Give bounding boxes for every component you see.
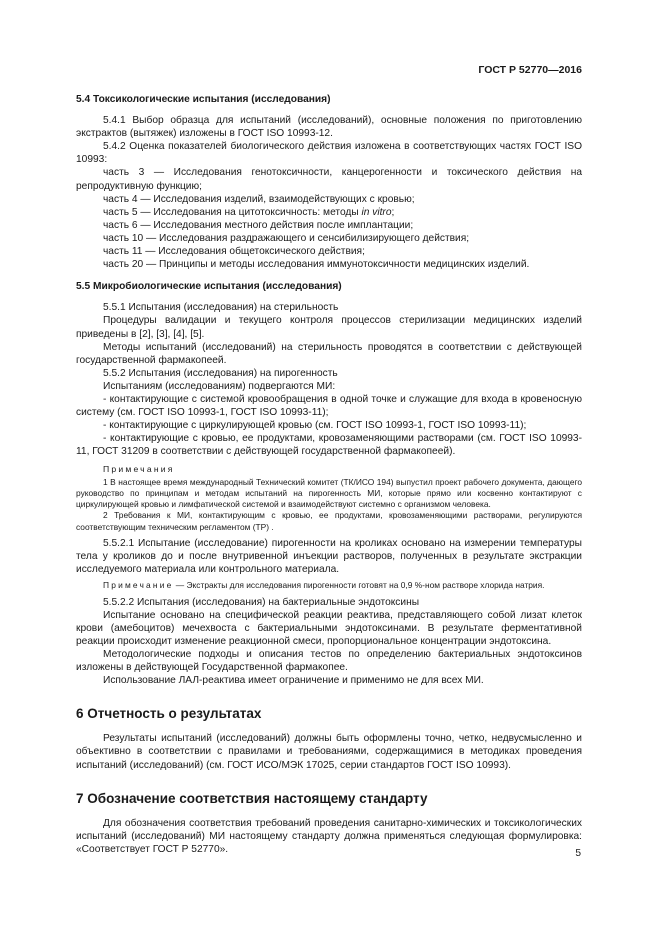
notes-title: Примечания [103,464,175,475]
para-5-5-2-a: Испытаниям (исследованиям) подвергаются МИ: [103,380,336,392]
para-5-4-1: 5.4.1 Выбор образца для испытаний (исследований), основные положения по приготовлению экстрактов (вытяжек) изложены в ГОСТ ISO 10993-12. [76,115,582,140]
para-5-5-2: 5.5.2 Испытания (исследования) на пирогенность [103,367,338,379]
part-5-italic: in vitro [361,206,392,218]
para-5-5-1-a: Процедуры валидации и текущего контроля процессов стерилизации медицинских изделий приведены в [2], [3], [4], [5]. [76,315,582,340]
para-5-5-2-2: 5.5.2.2 Испытания (исследования) на бактериальные эндотоксины [103,596,420,608]
part-4-item: часть 4 — Исследования изделий, взаимодействующих с кровью; [103,193,415,205]
para-5-5-1: 5.5.1 Испытания (исследования) на стерильность [103,302,339,314]
section-6-text: Результаты испытаний (исследований) должны быть оформлены точно, четко, недвусмысленно и объективно в соответствии с правилами и требованиями, содержащимися в методиках проведения испытаний (исследований) (см. ГОСТ ИСО/МЭК 17025, серии стандартов ГОСТ ISO 10993). [76,733,582,771]
section-5-4-heading: 5.4 Токсикологические испытания (исследования) [76,94,331,105]
section-6-heading: 6 Отчетность о результатах [76,706,262,722]
part-5-text: часть 5 — Исследования на цитотоксичность: методы [103,206,362,218]
note-3-text: — Экстракты для исследования пирогенности готовят на 0,9 %-ном растворе хлорида натрия. [173,580,545,591]
part-11-item: часть 11 — Исследования общетоксического действия; [103,246,365,258]
part-5-item [76,206,582,219]
note-3-label: Примечание [103,580,174,591]
page-number: 5 [575,848,581,859]
part-10-item: часть 10 — Исследования раздражающего и сенсибилизирующего действия; [103,232,470,244]
para-5-5-1-b: Методы испытаний (исследований) на стерильность проводятся в соответствии с действующей государственной фармакопеей. [76,341,582,366]
part-6-item: часть 6 — Исследования местного действия после имплантации; [103,219,414,231]
document-body [76,90,582,856]
note-1: 1 В настоящее время международный Технический комитет (ТК/ИСО 194) выпустил проект рабочего документа, дающего руководство по принципам и методам испытаний на пирогенность МИ, которые прямо или косвенно контактируют с циркулирующей кровью и лимфатической системой и взаимодействуют системно с организмом человека. [76,476,582,510]
para-5-4-2: 5.4.2 Оценка показателей биологического действия изложена в соответствующих частях ГОСТ ISO 10993: [76,141,582,166]
para-5-5-2-2-b: Методологические подходы и описания тестов по определению бактериальных эндотоксинов изложены в действующей Государственной фармакопее. [76,648,582,674]
note-3 [76,580,582,591]
note-2: 2 Требования к МИ, контактирующим с кровью, ее продуктами, кровозаменяющими растворами, регулируются соответствующим техническим регламентом (ТР) . [76,510,582,532]
bullet-1: - контактирующие с системой кровообращения в одной точке и служащие для входа в кровеносную систему (см. ГОСТ ISO 10993-1, ГОСТ ISO 10993-11); [76,393,582,419]
bullet-3: - контактирующие с кровью, ее продуктами, кровозаменяющими растворами (см. ГОСТ ISO 10993-11, ГОСТ 31209 в соответствии с действующей государственной фармакопеей). [76,433,582,458]
section-7-text: Для обозначения соответствия требований проведения санитарно-химических и токсикологических испытаний (исследований) МИ настоящему стандарту должна применяться следующая формулировка: «Соответствует ГОСТ Р 52770». [76,817,582,855]
bullet-2: - контактирующие с циркулирующей кровью (см. ГОСТ ISO 10993-1, ГОСТ ISO 10993-11); [103,420,527,432]
part-20-item: часть 20 — Принципы и методы исследования иммунотоксичности медицинских изделий. [103,259,530,271]
para-5-5-2-2-c: Использование ЛАЛ-реактива имеет ограничение и применимо не для всех МИ. [103,675,484,687]
part-3-item: часть 3 — Исследования генотоксичности, канцерогенности и токсического действия на репродуктивную функцию; [76,167,582,192]
section-5-5-heading: 5.5 Микробиологические испытания (исследования) [76,281,342,293]
standard-code: ГОСТ Р 52770—2016 [478,64,582,76]
para-5-5-2-2-a: Испытание основано на специфической реакции реактива, представляющего собой лизат клеток крови (амебоцитов) мечехвоста с бактериальными эндотоксинами. В результате ферментативной реакции происходит изменение реакционной смеси, пропорциональное концентрации эндотоксина. [76,609,582,647]
section-7-heading: 7 Обозначение соответствия настоящему стандарту [76,790,428,806]
part-5-end: ; [391,206,395,218]
para-5-5-2-1: 5.5.2.1 Испытание (исследование) пирогенности на кроликах основано на измерении температуры тела у кроликов до и после внутривенной инъекции растворов, полученных в результате экстракции исследуемого материала или контрольного материала. [76,538,582,576]
